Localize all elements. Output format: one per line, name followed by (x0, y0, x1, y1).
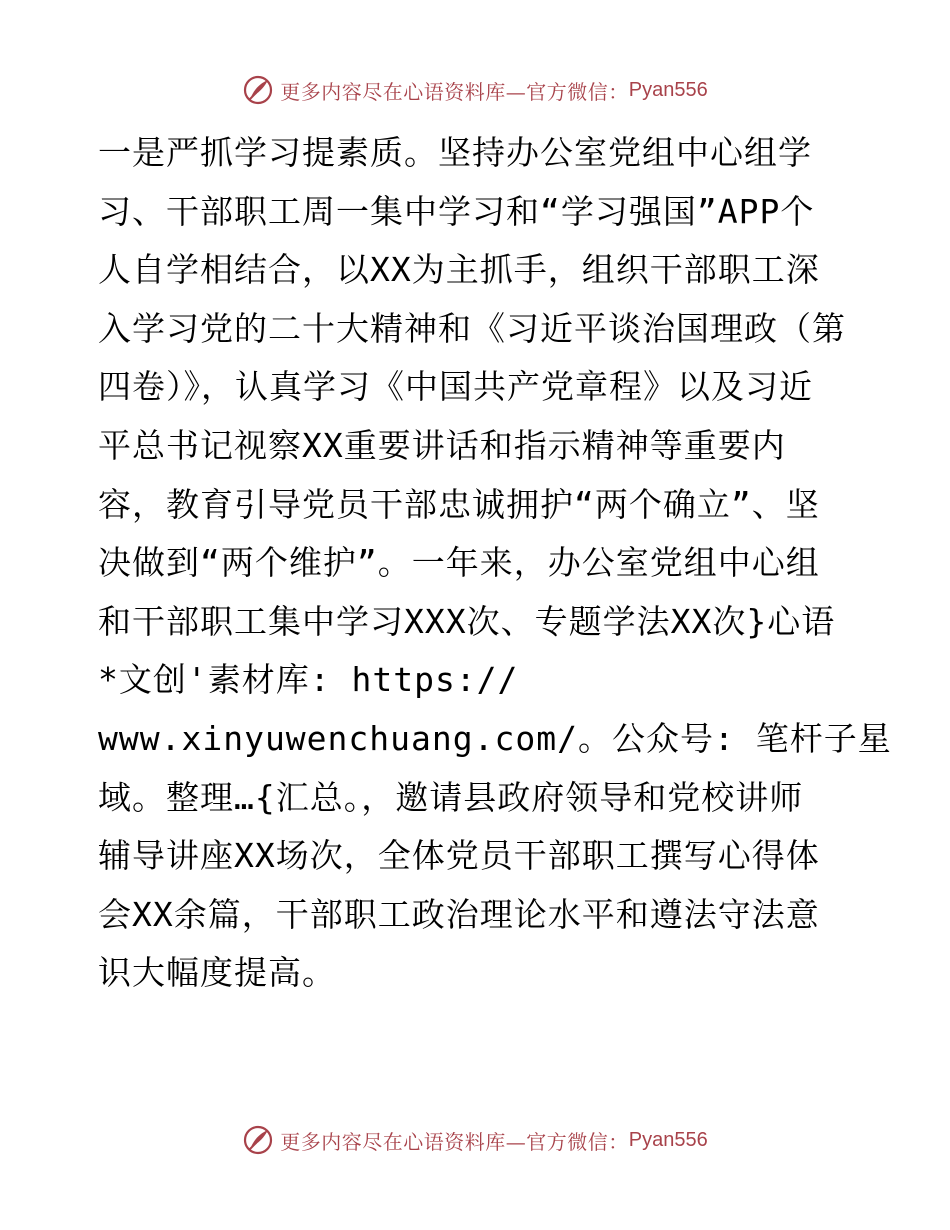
body-line: www.xinyuwenchuang.com/。公众号: 笔杆子星 (98, 718, 892, 758)
body-line: 四卷）》，认真学习《中国共产党章程》以及习近 (98, 367, 813, 407)
body-line: 平总书记视察XX重要讲话和指示精神等重要内 (98, 425, 786, 465)
body-line: 决做到“两个维护”。一年来，办公室党组中心组 (98, 543, 820, 583)
body-line: 习、干部职工周一集中学习和“学习强国”APP个 (98, 191, 815, 231)
footer-banner-text: 更多内容尽在心语资料库—官方微信： (280, 1129, 629, 1154)
body-line: 入学习党的二十大精神和《习近平谈治国理政（第 (98, 308, 846, 348)
header-banner (0, 70, 950, 110)
feather-pen-logo-icon (242, 74, 274, 106)
feather-pen-logo-icon (242, 1124, 274, 1156)
body-line: 和干部职工集中学习XXX次、专题学法XX次}心语 (98, 601, 836, 641)
footer-banner-handle: Pyan556 (628, 1128, 708, 1151)
body-text (98, 124, 892, 1003)
body-line: 识大幅度提高。 (98, 953, 336, 993)
header-banner-text: 更多内容尽在心语资料库—官方微信： (280, 79, 629, 104)
footer-banner (0, 1120, 950, 1160)
body-line: 一是严抓学习提素质。坚持办公室党组中心组学 (98, 133, 812, 172)
body-line: 会XX余篇，干部职工政治理论水平和遵法守法意 (98, 894, 820, 934)
body-line: 容，教育引导党员干部忠诚拥护“两个确立”、坚 (98, 484, 820, 524)
body-line: 辅导讲座XX场次，全体党员干部职工撰写心得体 (98, 836, 820, 876)
body-line: 人自学相结合，以XX为主抓手，组织干部职工深 (98, 250, 820, 290)
body-line: *文创'素材库: https:// (98, 660, 519, 700)
header-banner-handle: Pyan556 (628, 78, 708, 101)
body-line: 域。整理…{汇总。，邀请县政府领导和党校讲师 (98, 777, 804, 817)
